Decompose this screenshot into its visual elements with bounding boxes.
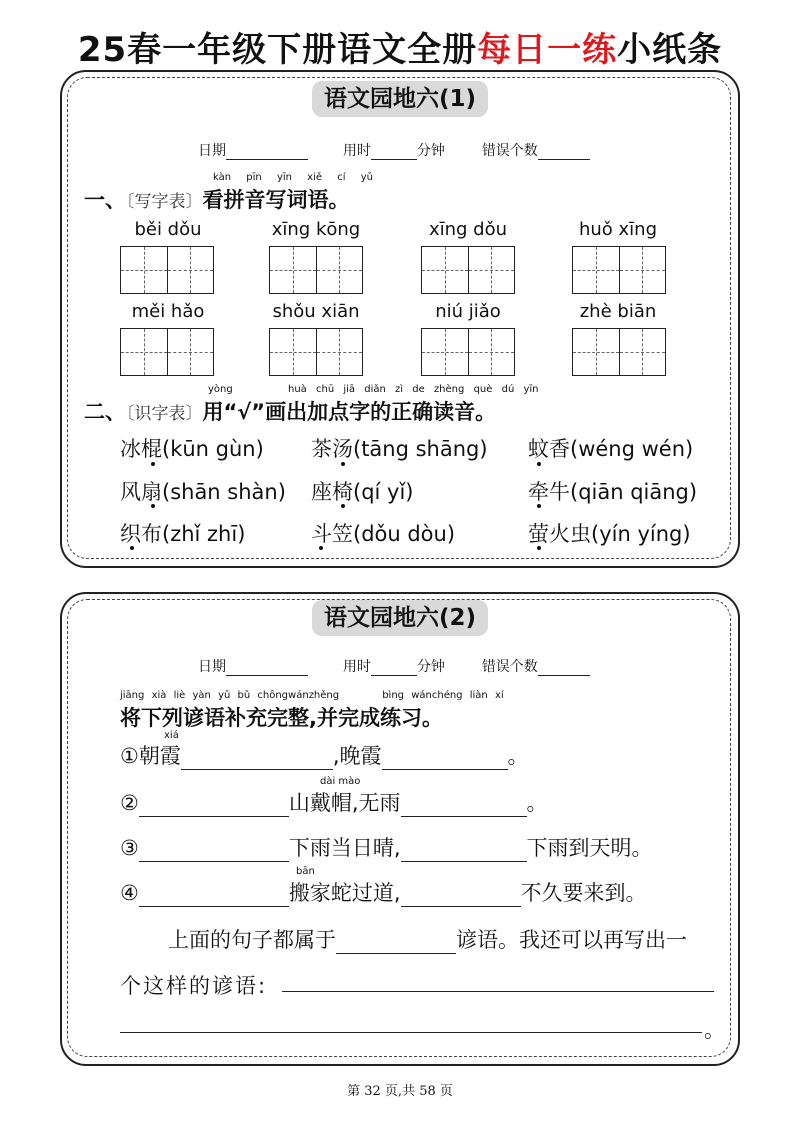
time-blank[interactable] xyxy=(371,159,417,160)
time-label: 用时 xyxy=(342,659,371,675)
emphasis-dot xyxy=(341,462,345,466)
answer-blank[interactable] xyxy=(401,861,527,862)
choice-item[interactable]: 茶汤(tāng shāng) xyxy=(311,437,488,461)
writing-grid[interactable] xyxy=(120,246,214,294)
pinyin-word: zhè biān xyxy=(579,301,657,322)
errors-blank[interactable] xyxy=(538,159,590,160)
choice-item[interactable]: 蚊香(wéng wén) xyxy=(528,437,694,461)
emphasis-dot xyxy=(537,504,541,508)
question-1-title xyxy=(84,184,350,214)
minutes-label: 分钟 xyxy=(416,143,445,159)
emphasis-dot xyxy=(341,504,345,508)
title-part1: 25春一年级下册语文全册 xyxy=(77,30,478,70)
writing-grid[interactable] xyxy=(120,328,214,376)
proverb-item-4: ④ 搬家蛇过道, 不久要来到。 xyxy=(120,881,647,905)
choice-item[interactable]: 冰棍(kūn gùn) xyxy=(120,437,264,461)
pinyin-word: xīng dǒu xyxy=(428,219,508,240)
section-tab-1: 语文园地六(1) xyxy=(312,81,488,117)
answer-line[interactable] xyxy=(120,1032,702,1033)
q1-number: 一、 xyxy=(84,188,126,212)
end-punctuation: 。 xyxy=(704,1018,725,1042)
q2-pinyin-1: yòng xyxy=(208,384,233,395)
q2-pinyin-2: huà chū jiā diǎn zì de zhèng què dú yīn xyxy=(288,384,539,395)
item4-pinyin: bān xyxy=(296,866,315,877)
item1-pinyin: xiá xyxy=(164,730,179,741)
meta-row-1 xyxy=(198,140,590,160)
choice-item[interactable]: 风扇(shān shàn) xyxy=(120,480,286,504)
emphasis-dot xyxy=(130,546,134,550)
title-part3: 小纸条 xyxy=(617,30,723,70)
instruction-text: 将下列谚语补充完整,并完成练习。 xyxy=(120,706,443,730)
pinyin-word: xīng kōng xyxy=(271,219,361,240)
page-number: 第 32 页,共 58 页 xyxy=(347,1084,453,1099)
errors-label: 错误个数 xyxy=(481,659,538,675)
q1-pinyin: kàn pīn yīn xiě cí yǔ xyxy=(213,172,373,183)
writing-grid[interactable] xyxy=(421,246,515,294)
summary-line-1: 上面的句子都属于 谚语。我还可以再写出一 xyxy=(168,928,687,952)
time-blank[interactable] xyxy=(371,675,417,676)
writing-grid[interactable] xyxy=(572,246,666,294)
proverb-item-3: ③ 下雨当日晴, 下雨到天明。 xyxy=(120,836,653,860)
date-blank[interactable] xyxy=(226,675,308,676)
choice-item[interactable]: 座椅(qí yǐ) xyxy=(311,480,414,504)
answer-blank[interactable] xyxy=(139,816,289,817)
answer-blank[interactable] xyxy=(181,769,333,770)
question-2-title xyxy=(84,396,496,426)
choice-item[interactable]: 织布(zhǐ zhī) xyxy=(120,522,246,546)
writing-grid[interactable] xyxy=(269,328,363,376)
errors-blank[interactable] xyxy=(538,675,590,676)
section-tab-2: 语文园地六(2) xyxy=(312,600,488,636)
page-title xyxy=(0,22,800,71)
errors-label: 错误个数 xyxy=(481,143,538,159)
writing-grid[interactable] xyxy=(572,328,666,376)
instruction-pinyin: jiāng xià liè yàn yǔ bǔ chōngwánzhěng bìng wánchéng liàn xí xyxy=(120,690,504,701)
emphasis-dot xyxy=(151,504,155,508)
proverb-item-1: ①朝霞 ,晚霞 。 xyxy=(120,744,529,768)
q2-text: 用“√”画出加点字的正确读音。 xyxy=(202,400,497,424)
answer-line[interactable] xyxy=(282,991,714,992)
q1-tag: 〔写字表〕 xyxy=(126,192,203,212)
date-label: 日期 xyxy=(198,659,226,675)
answer-blank[interactable] xyxy=(139,861,289,862)
summary-line-2: 个这样的谚语: xyxy=(120,974,268,998)
proverb-item-2: ② 山戴帽,无雨 。 xyxy=(120,791,548,815)
choice-item[interactable]: 萤火虫(yín yíng) xyxy=(528,522,691,546)
writing-grid[interactable] xyxy=(269,246,363,294)
pinyin-word: shǒu xiān xyxy=(272,301,360,322)
date-label: 日期 xyxy=(198,143,226,159)
pinyin-word: niú jiǎo xyxy=(435,301,501,322)
item2-pinyin: dài mào xyxy=(320,776,361,787)
answer-blank[interactable] xyxy=(401,906,521,907)
writing-grid[interactable] xyxy=(421,328,515,376)
time-label: 用时 xyxy=(342,143,371,159)
emphasis-dot xyxy=(151,462,155,466)
pinyin-word: měi hǎo xyxy=(131,301,205,322)
emphasis-dot xyxy=(319,546,323,550)
q2-number: 二、 xyxy=(84,400,126,424)
minutes-label: 分钟 xyxy=(416,659,445,675)
answer-blank[interactable] xyxy=(336,953,456,954)
answer-blank[interactable] xyxy=(382,769,508,770)
choice-item[interactable]: 牵牛(qiān qiāng) xyxy=(528,480,698,504)
choice-item[interactable]: 斗笠(dǒu dòu) xyxy=(311,522,456,546)
answer-blank[interactable] xyxy=(139,906,289,907)
q1-text: 看拼音写词语。 xyxy=(202,188,350,212)
q2-tag: 〔识字表〕 xyxy=(126,404,203,424)
emphasis-dot xyxy=(537,462,541,466)
meta-row-2 xyxy=(198,656,590,676)
pinyin-word: běi dǒu xyxy=(134,219,202,240)
answer-blank[interactable] xyxy=(401,816,527,817)
pinyin-word: huǒ xīng xyxy=(578,219,658,240)
title-highlight: 每日一练 xyxy=(477,30,618,70)
emphasis-dot xyxy=(537,546,541,550)
date-blank[interactable] xyxy=(226,159,308,160)
